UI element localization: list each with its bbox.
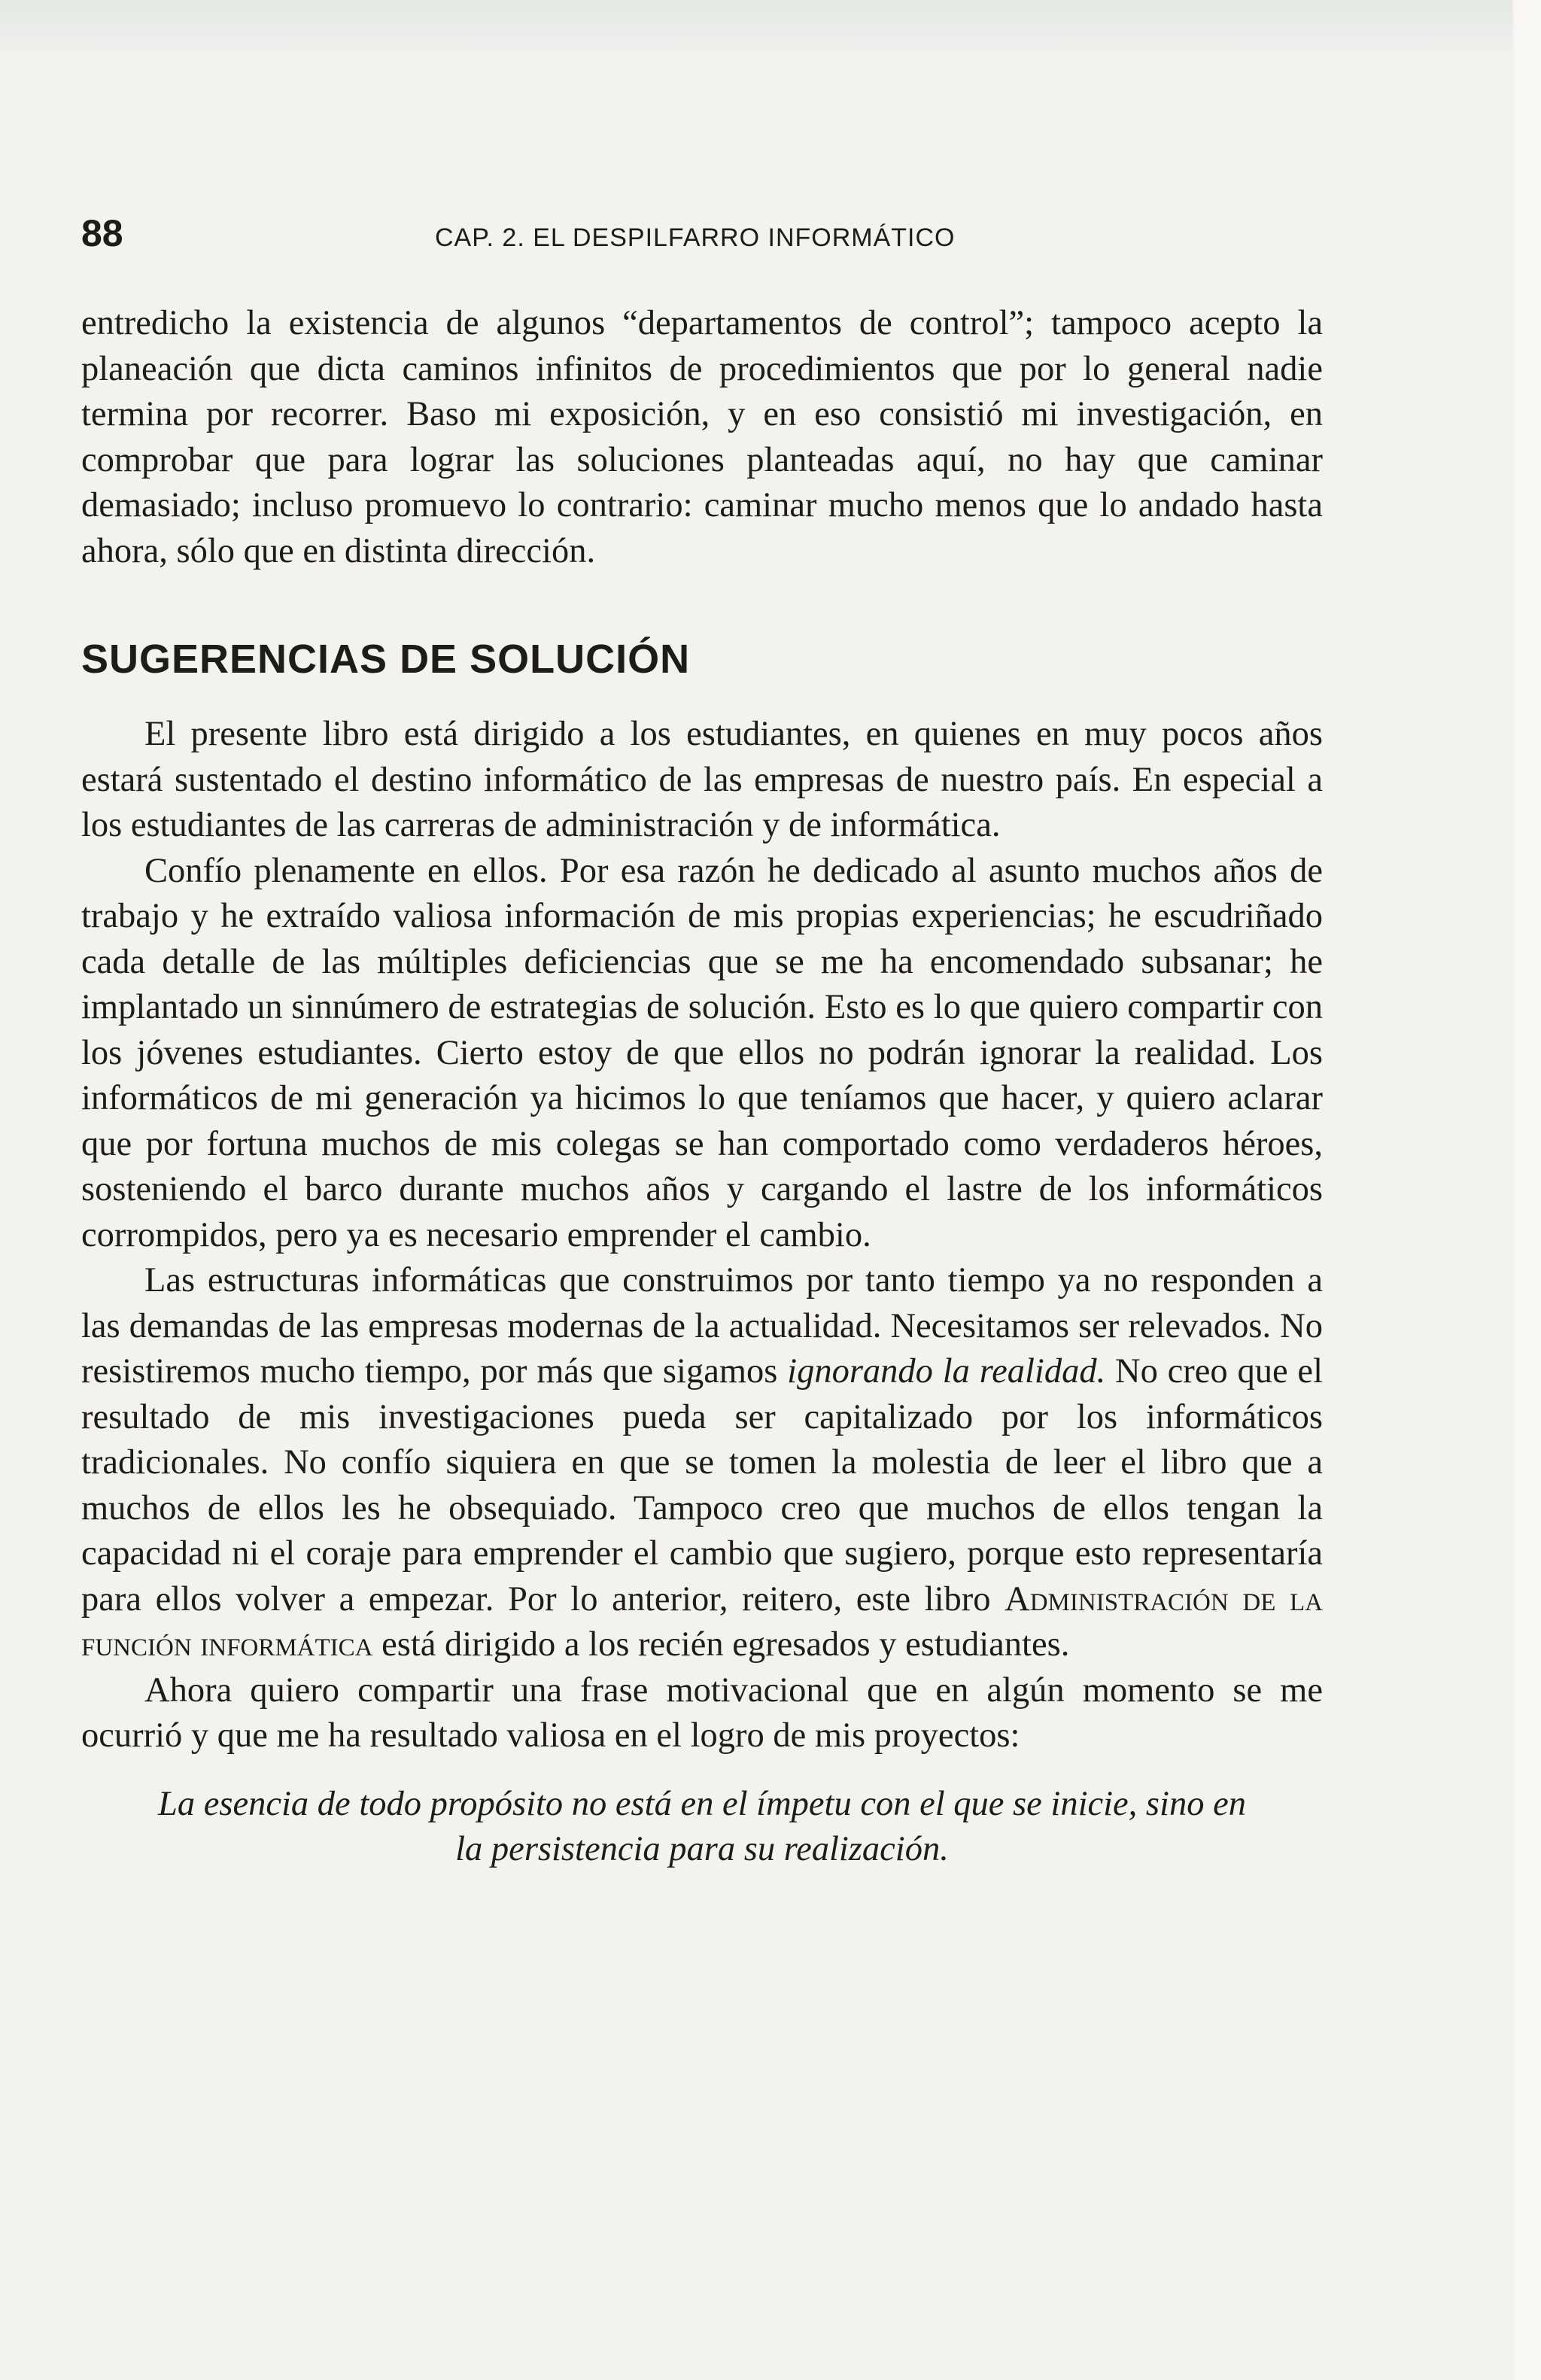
paragraph-students: El presente libro está dirigido a los estudiantes, en quienes en muy pocos años estará sustentado el destino informático de las empresas de nuestro país. En especial a los estudiantes de las carreras de administración y de informática.	[81, 715, 1323, 844]
paragraph-motivation: Ahora quiero compartir una frase motivacional que en algún momento se me ocurrió y que me ha resultado valiosa en el logro de mis proyectos:	[81, 1670, 1323, 1755]
page-body	[81, 301, 1323, 1873]
paragraph-intro: entredicho la existencia de algunos “departamentos de control”; tampoco acepto la planeación que dicta caminos infinitos de procedimientos que por lo general nadie termina por recorrer. Baso mi exposición, y en eso consistió mi investigación, en comprobar que para lograr las soluciones planteadas aquí, no hay que caminar demasiado; incluso promuevo lo contrario: caminar mucho menos que lo andado hasta ahora, sólo que en distinta dirección.	[81, 304, 1323, 570]
motivational-quote: La esencia de todo propósito no está en el ímpetu con el que se inicie, sino en la persistencia para su realización.	[158, 1784, 1246, 1868]
paragraph-confidence: Confío plenamente en ellos. Por esa razón he dedicado al asunto muchos años de trabajo y he extraído valiosa información de mis propias experiencias; he escudriñado cada detalle de las múltiples deficiencias que se me ha encomendado subsanar; he implantado un sinnúmero de estrategias de solución. Esto es lo que quiero compartir con los jóvenes estudiantes. Cierto estoy de que ellos no podrán ignorar la realidad. Los informáticos de mi generación ya hicimos lo que teníamos que hacer, y quiero aclarar que por fortuna muchos de mis colegas se han comportado como verdaderos héroes, sosteniendo el barco durante muchos años y cargando el lastre de los informáticos corrompidos, pero ya es necesario emprender el cambio.	[81, 851, 1323, 1254]
scan-top-edge	[0, 0, 1512, 51]
page-number: 88	[81, 212, 123, 254]
paragraph-text: está dirigido a los recién egresados y estudiantes.	[372, 1625, 1070, 1664]
emphasis-text: ignorando la realidad.	[787, 1352, 1106, 1391]
book-title: Administración de la función informática	[81, 1579, 1324, 1664]
running-head: CAP. 2. EL DESPILFARRO INFORMÁTICO	[435, 223, 956, 252]
paragraph-text: Las estructuras informáticas que construimos por tanto tiempo ya no responden a las demandas de las empresas modernas de la actualidad. Necesitamos ser relevados. No resistiremos mucho tiempo, por más que sigamos	[81, 1261, 1323, 1391]
page-header	[81, 211, 1323, 271]
paragraph-structures	[81, 1258, 1323, 1668]
scan-right-edge	[1514, 0, 1541, 2380]
paragraph-text: No creo que el resultado de mis investigaciones pueda ser capitalizado por los informáticos tradicionales. No confío siquiera en que se tomen la molestia de leer el libro que a muchos de ellos les he obsequiado. Tampoco creo que muchos de ellos tengan la capacidad ni el coraje para emprender el cambio que sugiero, porque esto representaría para ellos volver a empezar. Por lo anterior, reitero, este libro	[81, 1352, 1323, 1619]
section-title: SUGERENCIAS DE SOLUCIÓN	[81, 637, 691, 682]
